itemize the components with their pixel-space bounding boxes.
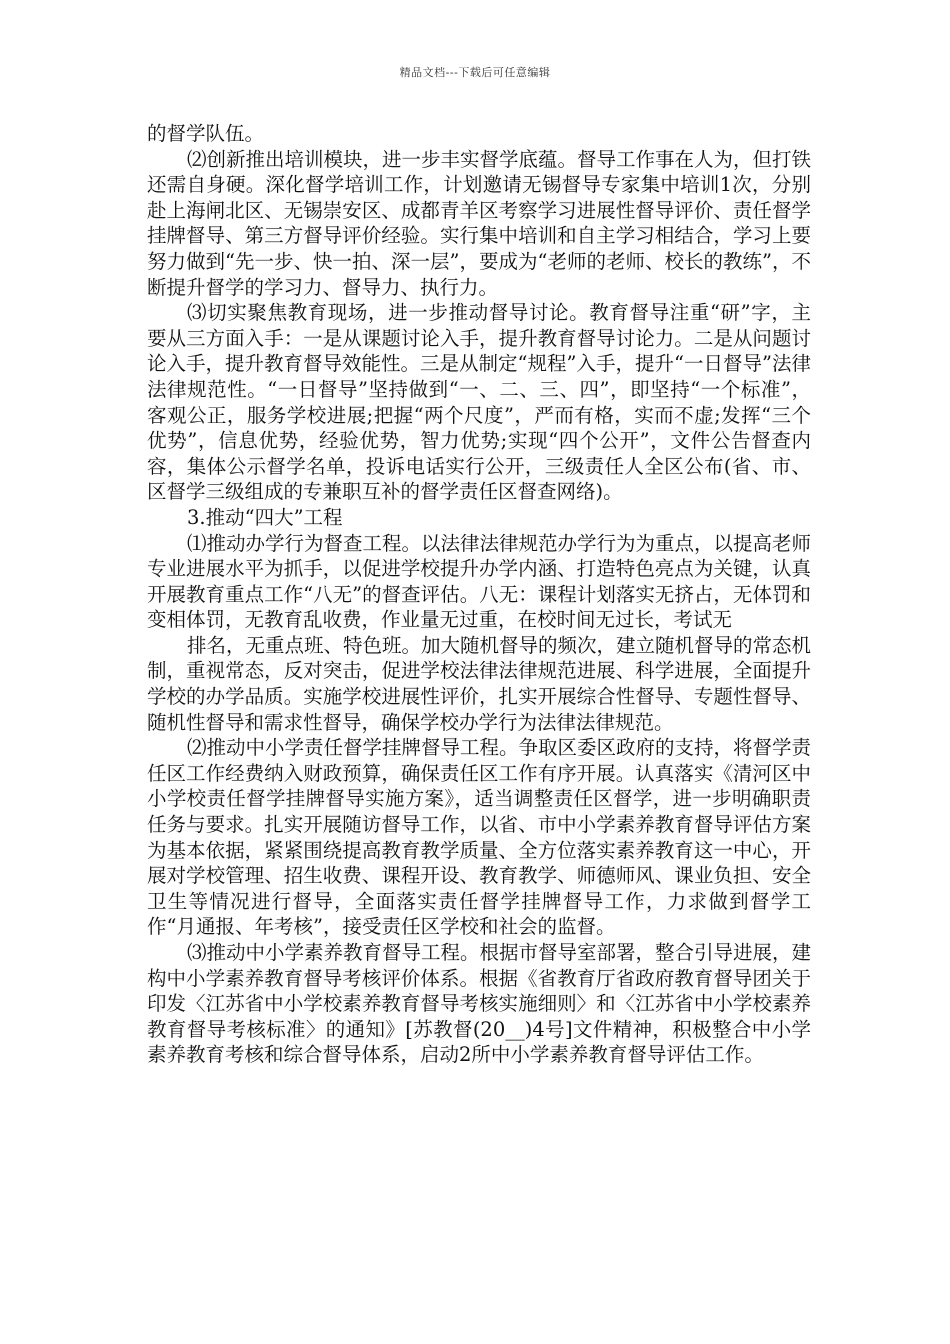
paragraph-random-supervision: 排名，无重点班、特色班。加大随机督导的频次，建立随机督导的常态机制，重视常态，反对突击，促进学校法律法律规范进展、科学进展，全面提升学校的办学品质。实施学校进展性评价，扎实开展综合性督导、专题性督导、随机性督导和需求性督导，确保学校办学行为法律法律规范。 bbox=[147, 633, 812, 734]
paragraph-school-conduct: ⑴推动办学行为督查工程。以法律法律规范办学行为为重点，以提高老师专业进展水平为抓手，以促进学校提升办学内涵、打造特色亮点为关键，认真开展教育重点工作“八无”的督查评估。八无：课程计划落实无挤占，无体罚和变相体罚，无教育乱收费，作业量无过重，在校时间无过长，考试无 bbox=[147, 531, 812, 632]
paragraph-continuation: 的督学队伍。 bbox=[147, 122, 265, 145]
paragraph-education-field: ⑶切实聚焦教育现场，进一步推动督导讨论。教育督导注重“研”字，主要从三方面入手：一是从课题讨论入手，提升教育督导讨论力。二是从问题讨论入手，提升教育督导效能性。三是从制定“规程”入手，提升“一日督导”法律法律规范性。“一日督导”坚持做到“一、二、三、四”，即坚持“一个标准”，客观公正，服务学校进展;把握“两个尺度”，严而有格，实而不虚;发挥“三个优势”，信息优势，经验优势，智力优势;实现“四个公开”，文件公告督查内容，集体公示督学名单，投诉电话实行公开，三级责任人全区公布(省、市、区督学三级组成的专兼职互补的督学责任区督查网络)。 bbox=[147, 301, 811, 504]
page-header: 精品文档---下载后可任意编辑 bbox=[399, 66, 551, 79]
paragraph-training-module: ⑵创新推出培训模块，进一步丰实督学底蕴。督导工作事在人为，但打铁还需自身硬。深化督学培训工作，计划邀请无锡督导专家集中培训1次，分别赴上海闸北区、无锡崇安区、成都青羊区考察学习进展性督导评价、责任督学挂牌督导、第三方督导评价经验。实行集中培训和自主学习相结合，学习上要努力做到“先一步、快一拍、深一层”，要成为“老师的老师、校长的教练”，不断提升督学的学习力、督导力、执行力。 bbox=[147, 147, 812, 299]
paragraph-quality-education: ⑶推动中小学素养教育督导工程。根据市督导室部署，整合引导进展，建构中小学素养教育督导考核评价体系。根据《省教育厅省政府教育督导团关于印发〈江苏省中小学校素养教育督导考核实施细则〉和〈江苏省中小学校素养教育督导考核标准〉的通知》[苏教督(20__)4号]文件精神，积极整合中小学素养教育考核和综合督导体系，启动2所中小学素养教育督导评估工作。 bbox=[147, 941, 812, 1067]
document-body bbox=[147, 121, 811, 1068]
section-heading: 3.推动“四大”工程 bbox=[187, 505, 343, 529]
paragraph-responsibility-supervision: ⑵推动中小学责任督学挂牌督导工程。争取区委区政府的支持，将督学责任区工作经费纳入财政预算，确保责任区工作有序开展。认真落实《清河区中小学校责任督学挂牌督导实施方案》，适当调整责任区督学，进一步明确职责任务与要求。扎实开展随访督导工作，以省、市中小学素养教育督导评估方案为基本依据，紧紧围绕提高教育教学质量、全方位落实素养教育这一中心，开展对学校管理、招生收费、课程开设、教育教学、师德师风、课业负担、安全卫生等情况进行督导，全面落实责任督学挂牌督导工作，力求做到督学工作“月通报、年考核”，接受责任区学校和社会的监督。 bbox=[147, 736, 812, 939]
